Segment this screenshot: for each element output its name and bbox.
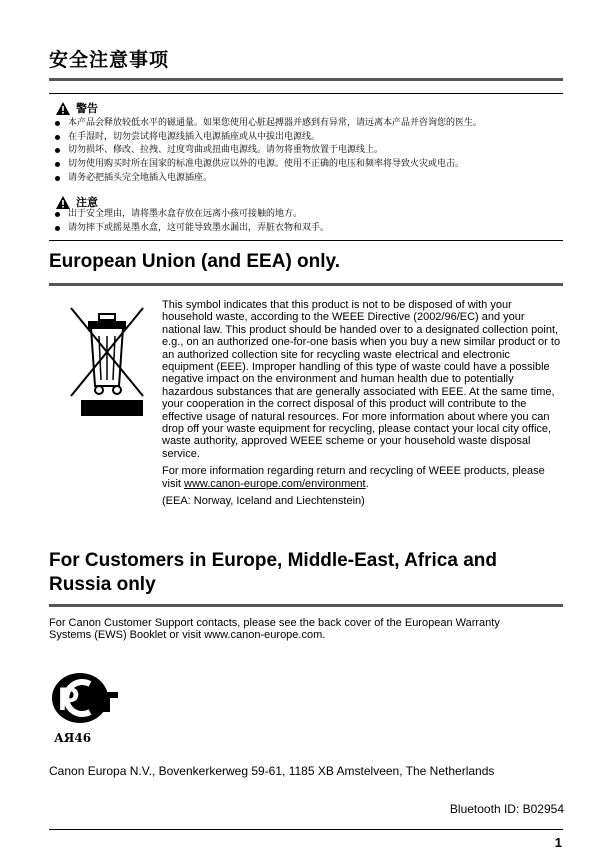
caution-triangle-icon [56,196,70,209]
title-rule [49,78,563,81]
weee-text-block [162,299,564,513]
weee-bin-icon [65,300,149,422]
support-text [49,617,569,642]
bluetooth-id: Bluetooth ID: B02954 [449,802,564,816]
emea-heading-line-2: Russia only [49,574,156,595]
list-item: 本产品会释放较低水平的磁通量。如果您使用心脏起搏器并感到有异常，请远离本产品并咨询您的医生。 [54,117,482,131]
pct-certification-logo [50,670,120,726]
weee-more-info [162,465,564,490]
footer-rule [49,829,563,830]
emea-heading [49,549,497,597]
warning-heading [56,100,98,116]
warning-list [54,117,482,186]
list-item: 在手湿时，切勿尝试将电源线插入电源插座或从中拔出电源线。 [54,131,482,145]
section-rule-top [49,93,563,94]
list-item: 切勿损坏、修改、拉拽、过度弯曲或扭曲电源线。请勿将重物放置于电源线上。 [54,144,482,158]
address: Canon Europa N.V., Bovenkerkerweg 59-61, 1185 XB Amstelveen, The Netherlands [49,764,495,778]
eu-heading: European Union (and EEA) only. [49,251,340,272]
logo-text: РСТ [64,722,66,723]
list-item: 切勿使用购买时所在国家的标准电源供应以外的电源。使用不正确的电压和频率将导致火灾或电击。 [54,158,482,172]
eea-note: (EEA: Norway, Iceland and Liechtenstein) [162,495,365,508]
section-rule-bottom [49,240,563,241]
list-item: 请勿摔下或摇晃墨水盒，这可能导致墨水漏出，弄脏衣物和双手。 [54,222,329,236]
environment-link[interactable]: www.canon-europe.com/environment [184,477,366,490]
safety-title: 安全注意事项 [49,49,170,71]
page-number: 1 [554,835,562,850]
list-item: 出于安全理由，请将墨水盒存放在远离小孩可接触的地方。 [54,208,329,222]
more-info-prefix: For more information regarding return and recycling of WEEE products, please visit [162,465,545,490]
support-line-2: Systems (EWS) Booklet or visit www.canon-europe.com. [49,629,326,642]
caution-label: 注意 [76,196,98,209]
cert-code: АЯ46 [54,731,92,745]
weee-paragraph: This symbol indicates that this product is not to be disposed of with your household waste, according to the WEEE Directive (2002/96/EC) and your national law. This product should be handed over to a designated collection point, e.g., on an authorized one-for-one basis when you buy a new similar product or to an authorized collection site for recycling waste electrical and electronic equipment (EEE). Improper handling of this type of waste could have a possible negative impact on the environment and human health due to potentially hazardous substances that are generally associated with EEE. At the same time, your cooperation in the correct disposal of this product will contribute to the effective usage of natural resources. For more information about where you can drop off your waste equipment for recycling, please contact your local city office, waste authority, approved WEEE scheme or your household waste disposal service. [162,299,561,460]
warning-triangle-icon [56,102,70,115]
warning-label: 警告 [76,102,98,115]
list-item: 请务必把插头完全地插入电源插座。 [54,172,482,186]
more-info-suffix: . [365,477,369,490]
support-line-1: For Canon Customer Support contacts, please see the back cover of the European Warranty [49,617,500,629]
svg-text:Р: Р [58,681,80,717]
eu-rule [49,283,563,286]
emea-rule [49,604,563,607]
caution-list [54,208,329,235]
emea-heading-line-1: For Customers in Europe, Middle-East, Africa and [49,550,497,571]
